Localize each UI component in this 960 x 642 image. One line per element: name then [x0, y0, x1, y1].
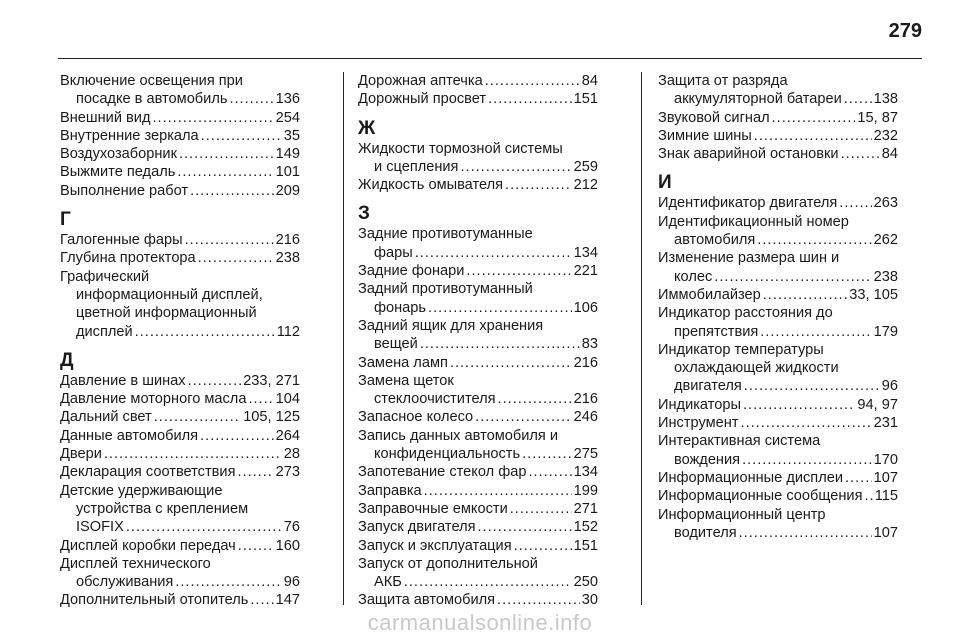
- dot-leader: [841, 145, 880, 163]
- index-entry: [60, 268, 300, 341]
- index-page-ref: 212: [573, 177, 598, 194]
- index-page-ref: 149: [275, 146, 300, 163]
- dot-leader: [754, 127, 872, 145]
- index-entry: [358, 427, 598, 464]
- index-entry: [358, 140, 598, 177]
- index-entry-text: Жидкость омывателя: [358, 177, 504, 194]
- index-entry-text: информационный дисплей,: [76, 286, 263, 303]
- index-entry: [358, 463, 598, 481]
- index-entry: [658, 396, 898, 414]
- index-page-ref: 105, 125: [243, 409, 300, 426]
- index-page-ref: 83: [581, 336, 598, 353]
- index-entry-text: Внутренние зеркала: [60, 127, 199, 144]
- index-page-ref: 231: [873, 415, 898, 432]
- dot-leader: [514, 537, 572, 555]
- index-page-ref: 106: [573, 299, 598, 316]
- dot-leader: [188, 372, 242, 390]
- index-entry-text: Заправочные емкости: [358, 500, 508, 517]
- index-entry: [358, 176, 598, 194]
- index-entry: [60, 182, 300, 200]
- index-entry: [658, 341, 898, 396]
- index-entry-text: Защита автомобиля: [358, 592, 496, 609]
- footer-watermark: carmanualsonline.info: [367, 610, 593, 635]
- index-entry-text: колес: [674, 268, 713, 285]
- index-page-ref: 221: [573, 263, 598, 280]
- index-page-ref: 273: [275, 464, 300, 481]
- index-page-ref: 84: [881, 146, 898, 163]
- index-entry: [658, 109, 898, 127]
- index-page-ref: 101: [275, 164, 300, 181]
- index-section-letter: И: [658, 172, 672, 194]
- index-entry: [60, 408, 300, 426]
- index-entry-text: Информационный центр: [658, 506, 826, 523]
- index-entry-text: Внешний вид: [60, 109, 151, 126]
- index-entry-text: Зимние шины: [658, 127, 752, 144]
- index-page-ref: 160: [275, 537, 300, 554]
- index-entry: [60, 72, 300, 109]
- index-page-ref: 199: [573, 482, 598, 499]
- index-entry: [60, 482, 300, 537]
- index-entry-text: Индикаторы: [658, 396, 741, 413]
- dot-leader: [488, 90, 572, 108]
- index-entry-text: фары: [374, 244, 413, 261]
- index-entry: [60, 445, 300, 463]
- index-entry: [60, 537, 300, 555]
- dot-leader: [450, 354, 572, 372]
- index-entry: [358, 591, 598, 609]
- index-entry-text: Запуск от дополнительной: [358, 555, 538, 572]
- index-entry: [60, 390, 300, 408]
- dot-leader: [229, 90, 273, 108]
- index-entry: [358, 482, 598, 500]
- index-entry-text: конфиденциальность: [374, 446, 521, 463]
- index-column-1: [60, 72, 300, 610]
- index-entry: [658, 506, 898, 543]
- index-page-ref: 151: [573, 537, 598, 554]
- dot-leader: [177, 163, 273, 181]
- index-section-letter: Г: [60, 209, 71, 231]
- index-entry-text: Давление моторного масла: [60, 391, 247, 408]
- index-entry: [358, 372, 598, 409]
- index-entry-text: Включение освещения при: [60, 73, 243, 89]
- index-page-ref: 216: [573, 391, 598, 408]
- dot-leader: [126, 518, 282, 536]
- index-entry-text: охлаждающей жидкости: [674, 360, 839, 377]
- dot-leader: [420, 335, 580, 353]
- column-divider: [343, 72, 344, 605]
- index-page-ref: 209: [275, 182, 300, 199]
- index-page-ref: 170: [873, 451, 898, 468]
- dot-leader: [415, 244, 572, 262]
- page-number: 279: [888, 20, 922, 42]
- dot-leader: [505, 176, 572, 194]
- index-page-ref: 152: [573, 519, 598, 536]
- index-page-ref: 275: [573, 446, 598, 463]
- index-entry-text: Глубина протектора: [60, 250, 196, 267]
- index-entry: [60, 463, 300, 481]
- index-page-ref: 151: [573, 91, 598, 108]
- index-entry-text: Декларация соответствия: [60, 464, 236, 481]
- index-entry-text: Изменение размера шин и: [658, 250, 840, 267]
- index-entry-text: Интерактивная система: [658, 433, 821, 450]
- index-entry: [358, 225, 598, 262]
- index-page-ref: 104: [275, 391, 300, 408]
- index-page-ref: 271: [573, 500, 598, 517]
- dot-leader: [864, 487, 872, 505]
- index-entry-text: двигателя: [674, 378, 742, 395]
- dot-leader: [744, 377, 880, 395]
- index-entry: [658, 487, 898, 505]
- index-entry-text: дисплей: [76, 323, 133, 340]
- dot-leader: [201, 127, 282, 145]
- dot-leader: [760, 323, 871, 341]
- dot-leader: [498, 390, 572, 408]
- index-entry-text: Заправка: [358, 482, 422, 499]
- index-entry-text: Дисплей коробки передач: [60, 537, 236, 554]
- dot-leader: [104, 445, 282, 463]
- index-entry-text: Инструмент: [658, 415, 739, 432]
- index-page-ref: 232: [873, 127, 898, 144]
- dot-leader: [528, 463, 571, 481]
- dot-leader: [237, 463, 273, 481]
- index-entry: [358, 317, 598, 354]
- index-entry: [658, 194, 898, 212]
- index-entry-text: Индикатор расстояния до: [658, 305, 833, 322]
- index-entry-text: Давление в шинах: [60, 372, 186, 389]
- index-page-ref: 264: [275, 427, 300, 444]
- dot-leader: [741, 414, 872, 432]
- index-page-ref: 30: [581, 592, 598, 609]
- index-page-ref: 28: [283, 446, 300, 463]
- index-page-ref: 96: [283, 574, 300, 591]
- dot-leader: [485, 72, 580, 90]
- index-entry-text: АКБ: [374, 574, 402, 591]
- index-entry-text: и сцепления: [374, 158, 459, 175]
- index-entry-text: Дорожный просвет: [358, 91, 487, 108]
- dot-leader: [428, 299, 572, 317]
- index-entry-text: Галогенные фары: [60, 232, 183, 249]
- dot-leader: [154, 408, 241, 426]
- dot-leader: [739, 524, 872, 542]
- index-section-letter: З: [358, 203, 370, 225]
- index-entry-text: фонарь: [374, 299, 427, 316]
- index-entry-text: Задние противотуманные: [358, 226, 533, 243]
- index-entry-text: Защита от разряда: [658, 73, 788, 89]
- index-entry: [358, 555, 598, 592]
- index-page-ref: 147: [275, 592, 300, 609]
- index-page-ref: 238: [873, 268, 898, 285]
- index-entry-text: Знак аварийной остановки: [658, 146, 839, 163]
- index-entry-text: Запасное колесо: [358, 409, 474, 426]
- index-entry: [358, 537, 598, 555]
- index-entry-text: водителя: [674, 524, 737, 541]
- dot-leader: [497, 591, 580, 609]
- index-entry-text: Запись данных автомобиля и: [358, 427, 559, 444]
- index-entry: [60, 163, 300, 181]
- index-entry-text: Идентификационный номер: [658, 213, 849, 230]
- index-section-letter: Д: [60, 349, 74, 371]
- index-entry-text: Запуск и эксплуатация: [358, 537, 512, 554]
- index-entry-text: Запотевание стекол фар: [358, 464, 527, 481]
- dot-leader: [839, 194, 871, 212]
- index-page-ref: 233, 271: [243, 372, 300, 389]
- index-entry: [658, 414, 898, 432]
- index-entry-text: аккумуляторной батареи: [674, 91, 842, 108]
- index-page-ref: 112: [276, 323, 300, 340]
- index-page-ref: 250: [573, 574, 598, 591]
- index-page-ref: 246: [573, 409, 598, 426]
- index-page-ref: 94, 97: [857, 396, 898, 413]
- index-entry-text: Выжмите педаль: [60, 164, 176, 181]
- index-entry-text: устройства с креплением: [76, 500, 249, 517]
- index-entry-text: Двери: [60, 446, 102, 463]
- index-entry-text: Идентификатор двигателя: [658, 195, 838, 212]
- index-entry: [358, 262, 598, 280]
- dot-leader: [743, 396, 855, 414]
- index-entry-text: Запуск двигателя: [358, 519, 476, 536]
- dot-leader: [198, 249, 274, 267]
- index-entry-text: Иммобилайзер: [658, 286, 761, 303]
- index-entry-text: Задний ящик для хранения: [358, 317, 544, 334]
- index-entry: [358, 518, 598, 536]
- index-section-letter: Ж: [358, 117, 376, 139]
- index-column-3: [658, 72, 898, 542]
- index-entry-text: Задние фонари: [358, 263, 465, 280]
- dot-leader: [478, 518, 572, 536]
- index-entry: [358, 354, 598, 372]
- index-entry-text: Дополнительный отопитель: [60, 592, 249, 609]
- index-page-ref: 216: [573, 354, 598, 371]
- dot-leader: [510, 500, 572, 518]
- dot-leader: [404, 573, 572, 591]
- index-entry: [658, 72, 898, 109]
- index-entry-text: препятствия: [674, 323, 759, 340]
- index-entry: [358, 280, 598, 317]
- index-entry-text: Воздухозаборник: [60, 146, 177, 163]
- index-entry: [358, 408, 598, 426]
- dot-leader: [200, 427, 274, 445]
- index-page-ref: 179: [873, 323, 898, 340]
- index-entry: [60, 249, 300, 267]
- index-entry: [658, 127, 898, 145]
- index-entry-text: Дальний свет: [60, 409, 152, 426]
- index-entry-text: Дисплей технического: [60, 555, 211, 572]
- dot-leader: [460, 158, 571, 176]
- index-entry-text: Данные автомобиля: [60, 427, 199, 444]
- index-entry-text: вещей: [374, 336, 418, 353]
- dot-leader: [742, 451, 872, 469]
- index-page-ref: 259: [573, 158, 598, 175]
- index-page-ref: 107: [873, 469, 898, 486]
- index-entry-text: ISOFIX: [76, 519, 124, 536]
- index-page-ref: 254: [275, 109, 300, 126]
- index-page-ref: 107: [873, 524, 898, 541]
- index-entry-text: автомобиля: [674, 232, 756, 249]
- index-entry-text: Выполнение работ: [60, 182, 189, 199]
- index-entry: [60, 145, 300, 163]
- index-entry: [658, 286, 898, 304]
- index-page-ref: 35: [283, 127, 300, 144]
- dot-leader: [844, 90, 872, 108]
- index-page-ref: 84: [581, 73, 598, 89]
- dot-leader: [424, 482, 572, 500]
- index-page-ref: 263: [873, 195, 898, 212]
- dot-leader: [772, 109, 856, 127]
- dot-leader: [757, 231, 871, 249]
- dot-leader: [250, 591, 273, 609]
- index-entry-text: Дорожная аптечка: [358, 73, 483, 89]
- dot-leader: [845, 469, 872, 487]
- index-entry: [60, 427, 300, 445]
- index-entry: [60, 109, 300, 127]
- index-entry-text: Информационные сообщения: [658, 488, 863, 505]
- index-entry-text: Замена ламп: [358, 354, 448, 371]
- index-page-ref: 262: [873, 232, 898, 249]
- index-page-ref: 138: [873, 91, 898, 108]
- index-entry-text: Задний противотуманный: [358, 281, 533, 298]
- dot-leader: [179, 145, 274, 163]
- index-entry-text: вождения: [674, 451, 741, 468]
- index-entry-text: Замена щеток: [358, 372, 454, 389]
- index-entry: [358, 72, 598, 90]
- index-entry: [60, 127, 300, 145]
- index-entry-text: Графический: [60, 268, 150, 285]
- index-entry-text: Детские удерживающие: [60, 482, 223, 499]
- index-entry: [60, 372, 300, 390]
- index-page-ref: 15, 87: [857, 109, 898, 126]
- dot-leader: [248, 390, 273, 408]
- index-entry-text: обслуживания: [76, 574, 174, 591]
- dot-leader: [185, 231, 274, 249]
- header-rule: [58, 58, 922, 59]
- dot-leader: [238, 537, 274, 555]
- index-page-ref: 136: [275, 91, 300, 108]
- dot-leader: [135, 323, 275, 341]
- index-entry-text: посадке в автомобиль: [76, 91, 228, 108]
- index-entry-text: Звуковой сигнал: [658, 109, 770, 126]
- dot-leader: [475, 408, 571, 426]
- dot-leader: [466, 262, 571, 280]
- index-entry: [658, 145, 898, 163]
- index-entry-text: Информационные дисплеи: [658, 469, 843, 486]
- index-entry: [658, 432, 898, 469]
- index-entry-text: стеклоочистителя: [374, 391, 496, 408]
- index-column-2: [358, 72, 598, 610]
- dot-leader: [763, 286, 848, 304]
- index-page-ref: 134: [573, 464, 598, 481]
- index-page-ref: 115: [874, 488, 898, 505]
- index-page-ref: 238: [275, 250, 300, 267]
- dot-leader: [175, 573, 281, 591]
- index-entry: [658, 304, 898, 341]
- dot-leader: [522, 445, 572, 463]
- dot-leader: [714, 268, 871, 286]
- index-entry: [358, 90, 598, 108]
- index-entry: [658, 469, 898, 487]
- dot-leader: [152, 109, 273, 127]
- index-page-ref: 216: [275, 232, 300, 249]
- index-page-ref: 134: [573, 244, 598, 261]
- index-entry: [658, 249, 898, 286]
- index-page-ref: 33, 105: [849, 286, 898, 303]
- index-entry: [60, 231, 300, 249]
- index-entry: [358, 500, 598, 518]
- index-entry-text: цветной информационный: [76, 305, 257, 322]
- index-page-ref: 76: [283, 519, 300, 536]
- index-entry-text: Жидкости тормозной системы: [358, 140, 563, 157]
- index-page-ref: 96: [881, 378, 898, 395]
- index-entry-text: Индикатор температуры: [658, 341, 824, 358]
- index-entry: [658, 213, 898, 250]
- dot-leader: [190, 182, 274, 200]
- index-entry: [60, 555, 300, 592]
- column-divider: [641, 72, 642, 605]
- index-entry: [60, 591, 300, 609]
